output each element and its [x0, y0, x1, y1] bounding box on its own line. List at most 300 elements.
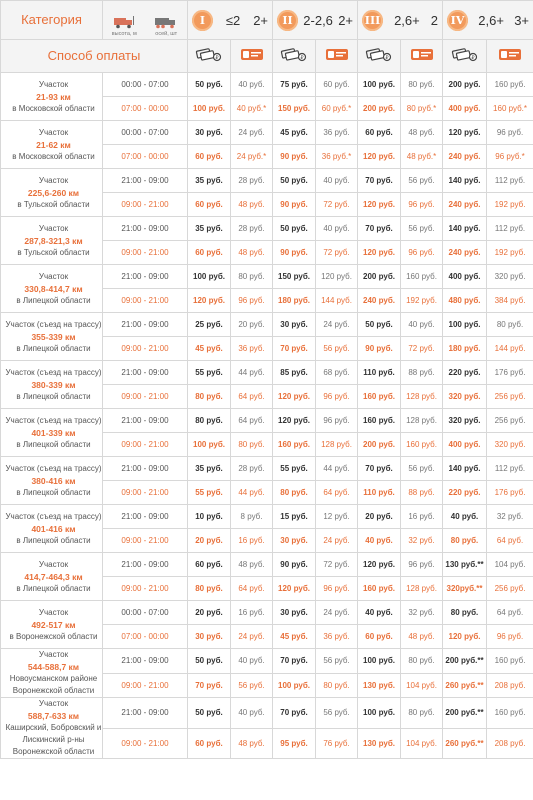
transponder-icon — [239, 46, 265, 67]
svg-text:₽: ₽ — [300, 54, 304, 61]
transponder-price: 32 руб. — [487, 505, 533, 529]
cash-price: 90 руб. — [273, 145, 316, 169]
time-range: 09:00 - 21:00 — [103, 481, 188, 505]
cash-price: 60 руб. — [188, 728, 231, 759]
segment-cell — [1, 457, 103, 505]
cash-price: 55 руб. — [188, 481, 231, 505]
transponder-price: 64 руб. — [231, 409, 273, 433]
cash-price: 100 руб. — [358, 698, 401, 729]
transponder-price: 64 руб. — [487, 601, 533, 625]
segment-label: Участок (съезд на трассу) — [5, 415, 102, 425]
transponder-price: 160 руб. — [401, 433, 443, 457]
segment-region: Новоусманском районе Воронежской области — [9, 674, 98, 695]
segment-label: Участок — [38, 175, 69, 185]
cash-price: 240 руб. — [443, 145, 487, 169]
cash-price: 70 руб. — [273, 698, 316, 729]
segment-cell — [1, 698, 103, 759]
cash-price: 50 руб. — [188, 649, 231, 674]
cash-price: 20 руб. — [188, 601, 231, 625]
transponder-price: 320 руб. — [487, 433, 533, 457]
cash-price: 220 руб. — [443, 361, 487, 385]
cash-price: 120 руб. — [273, 385, 316, 409]
time-range: 09:00 - 21:00 — [103, 577, 188, 601]
cash-price: 180 руб. — [443, 337, 487, 361]
segment-region: в Липецкой области — [16, 343, 91, 353]
segment-km: 401-416 км — [31, 523, 76, 534]
transponder-price: 208 руб. — [487, 728, 533, 759]
transponder-price: 88 руб. — [401, 481, 443, 505]
segment-region: в Липецкой области — [16, 391, 91, 401]
transponder-price: 104 руб. — [401, 728, 443, 759]
cash-price: 70 руб. — [188, 673, 231, 698]
transponder-price: 64 руб. — [316, 481, 358, 505]
cash-price: 80 руб. — [443, 601, 487, 625]
cash-price: 200 руб. — [443, 73, 487, 97]
transponder-price: 96 руб. — [401, 193, 443, 217]
time-range: 07:00 - 00:00 — [103, 97, 188, 121]
cash-price: 100 руб. — [273, 673, 316, 698]
transponder-price: 160 руб. — [401, 265, 443, 289]
time-range: 21:00 - 09:00 — [103, 649, 188, 674]
transponder-price: 96 руб. — [401, 241, 443, 265]
transponder-price: 12 руб. — [316, 505, 358, 529]
tariff-row — [1, 505, 533, 529]
payment-title-cell — [1, 40, 188, 73]
tariff-row — [1, 265, 533, 289]
cash-price: 200 руб.** — [443, 649, 487, 674]
transponder-price: 112 руб. — [487, 169, 533, 193]
segment-km: 544-588,7 км — [27, 662, 80, 672]
segment-cell — [1, 505, 103, 553]
time-range: 09:00 - 21:00 — [103, 193, 188, 217]
cash-price: 120 руб. — [358, 553, 401, 577]
transponder-price: 120 руб. — [316, 265, 358, 289]
segment-label: Участок (съезд на трассу) — [5, 319, 102, 329]
transponder-price: 16 руб. — [401, 505, 443, 529]
transponder-price: 36 руб. — [316, 121, 358, 145]
tariff-row — [1, 649, 533, 674]
cash-price: 40 руб. — [358, 529, 401, 553]
cash-price: 80 руб. — [443, 529, 487, 553]
transponder-price: 160 руб. — [487, 73, 533, 97]
cash-price: 120 руб. — [443, 625, 487, 649]
header-category-row — [1, 1, 533, 40]
tariff-row — [1, 601, 533, 625]
segment-km: 401-339 км — [31, 427, 76, 438]
time-range: 09:00 - 21:00 — [103, 673, 188, 698]
time-range: 21:00 - 09:00 — [103, 169, 188, 193]
cash-price: 160 руб. — [273, 433, 316, 457]
cash-price: 120 руб. — [188, 289, 231, 313]
transponder-price: 36 руб.* — [316, 145, 358, 169]
transponder-price: 208 руб. — [487, 673, 533, 698]
segment-cell — [1, 553, 103, 601]
transponder-price: 44 руб. — [231, 481, 273, 505]
cash-price: 160 руб. — [358, 385, 401, 409]
segment-label: Участок (съезд на трассу) — [5, 463, 102, 473]
time-range: 09:00 - 21:00 — [103, 289, 188, 313]
segment-km: 287,8-321,3 км — [24, 235, 83, 246]
transponder-price: 60 руб. — [316, 73, 358, 97]
svg-text:₽: ₽ — [385, 54, 389, 61]
transponder-price: 60 руб.* — [316, 97, 358, 121]
cash-price: 120 руб. — [443, 121, 487, 145]
transponder-icon — [497, 46, 523, 67]
cash-price: 60 руб. — [188, 241, 231, 265]
transponder-price: 40 руб. — [231, 698, 273, 729]
cash-price: 45 руб. — [273, 625, 316, 649]
transponder-price: 56 руб. — [316, 337, 358, 361]
tariff-row — [1, 169, 533, 193]
time-range: 21:00 - 09:00 — [103, 553, 188, 577]
tariff-row — [1, 217, 533, 241]
transponder-price: 8 руб. — [231, 505, 273, 529]
time-range: 09:00 - 21:00 — [103, 385, 188, 409]
segment-km: 330,8-414,7 км — [24, 283, 83, 294]
cash-price: 100 руб. — [358, 649, 401, 674]
transponder-price: 96 руб. — [316, 385, 358, 409]
transponder-price: 24 руб. — [231, 625, 273, 649]
segment-label: Участок — [38, 699, 69, 708]
transponder-price: 64 руб. — [487, 529, 533, 553]
segment-label: Участок — [38, 607, 69, 617]
category-title-cell — [1, 1, 103, 40]
transponder-price: 56 руб. — [401, 169, 443, 193]
cash-price: 320 руб. — [443, 385, 487, 409]
cash-price: 160 руб. — [358, 409, 401, 433]
cash-price: 260 руб.** — [443, 728, 487, 759]
transponder-price: 64 руб. — [231, 577, 273, 601]
cash-price: 80 руб. — [273, 481, 316, 505]
time-range: 21:00 - 09:00 — [103, 409, 188, 433]
time-range: 21:00 - 09:00 — [103, 313, 188, 337]
transponder-price: 40 руб. — [316, 217, 358, 241]
class-1-header — [188, 1, 273, 40]
class-3-axles: 2 — [430, 12, 439, 28]
transponder-price: 36 руб. — [316, 625, 358, 649]
cash-price: 50 руб. — [273, 169, 316, 193]
cash-price: 45 руб. — [273, 121, 316, 145]
transponder-price: 28 руб. — [231, 169, 273, 193]
transponder-price: 24 руб. — [316, 313, 358, 337]
transponder-price: 80 руб. — [401, 73, 443, 97]
transponder-price: 128 руб. — [316, 433, 358, 457]
cash-price: 130 руб.** — [443, 553, 487, 577]
cash-price: 70 руб. — [273, 337, 316, 361]
transponder-price: 96 руб. — [487, 625, 533, 649]
transponder-price: 256 руб. — [487, 409, 533, 433]
transponder-price: 24 руб. — [231, 121, 273, 145]
cash-coins-icon — [195, 46, 223, 67]
transponder-price: 40 руб. — [316, 169, 358, 193]
cash-price: 90 руб. — [358, 337, 401, 361]
segment-region: в Липецкой области — [16, 583, 91, 593]
time-range: 00:00 - 07:00 — [103, 121, 188, 145]
segment-region: в Липецкой области — [16, 535, 91, 545]
cash-price: 50 руб. — [188, 73, 231, 97]
cash-price: 30 руб. — [273, 529, 316, 553]
payment-title: Способ оплаты — [47, 48, 141, 63]
segment-region: в Московской области — [12, 103, 95, 113]
transponder-price: 56 руб. — [316, 698, 358, 729]
measure-cell — [103, 1, 188, 40]
cash-price: 200 руб.** — [443, 698, 487, 729]
transponder-price: 176 руб. — [487, 361, 533, 385]
transponder-price: 80 руб. — [401, 698, 443, 729]
cash-price: 70 руб. — [273, 649, 316, 674]
tariff-row — [1, 409, 533, 433]
transponder-price: 112 руб. — [487, 457, 533, 481]
time-range: 07:00 - 00:00 — [103, 145, 188, 169]
segment-region: в Воронежской области — [9, 631, 98, 641]
tariff-row — [1, 553, 533, 577]
class-4-axles: 3+ — [514, 12, 530, 28]
segment-label: Участок — [38, 559, 69, 569]
transponder-price: 160 руб. — [487, 698, 533, 729]
transponder-price: 48 руб. — [231, 241, 273, 265]
transponder-price: 48 руб. — [401, 625, 443, 649]
transponder-price: 96 руб. — [401, 553, 443, 577]
cash-price: 55 руб. — [188, 361, 231, 385]
segment-label: Участок — [38, 271, 69, 281]
cash-price: 320 руб. — [443, 409, 487, 433]
cash-coins-icon — [365, 46, 393, 67]
segment-label: Участок (съезд на трассу) — [5, 511, 102, 521]
axles-label: осей, шт — [155, 31, 178, 37]
segment-cell — [1, 601, 103, 649]
transponder-price: 68 руб. — [316, 361, 358, 385]
transponder-price: 40 руб. — [401, 313, 443, 337]
time-range: 09:00 - 21:00 — [103, 241, 188, 265]
transponder-price: 96 руб. — [487, 121, 533, 145]
segment-km: 225,6-260 км — [27, 187, 80, 198]
cash-price: 35 руб. — [188, 457, 231, 481]
cash-price: 140 руб. — [443, 457, 487, 481]
height-measure — [112, 15, 137, 37]
transponder-price: 80 руб. — [231, 265, 273, 289]
segment-region: в Липецкой области — [16, 439, 91, 449]
transponder-price: 20 руб. — [231, 313, 273, 337]
segment-region: в Липецкой области — [16, 295, 91, 305]
tariff-row — [1, 313, 533, 337]
transponder-price: 72 руб. — [316, 193, 358, 217]
segment-km: 414,7-464,3 км — [24, 571, 83, 582]
svg-text:₽: ₽ — [215, 54, 219, 61]
cash-price: 150 руб. — [273, 97, 316, 121]
cash-price: 70 руб. — [358, 217, 401, 241]
pay-transponder-header-3 — [401, 40, 443, 73]
transponder-price: 88 руб. — [401, 361, 443, 385]
transponder-price: 176 руб. — [487, 481, 533, 505]
pay-transponder-header-4 — [487, 40, 533, 73]
cash-price: 20 руб. — [188, 529, 231, 553]
tariff-row — [1, 698, 533, 729]
cash-price: 200 руб. — [358, 97, 401, 121]
cash-price: 35 руб. — [188, 169, 231, 193]
cash-price: 95 руб. — [273, 728, 316, 759]
cash-price: 75 руб. — [273, 73, 316, 97]
cash-price: 100 руб. — [443, 313, 487, 337]
cash-price: 80 руб. — [188, 409, 231, 433]
cash-price: 200 руб. — [358, 433, 401, 457]
transponder-price: 80 руб.* — [401, 97, 443, 121]
transponder-price: 144 руб. — [487, 337, 533, 361]
transponder-price: 80 руб. — [231, 433, 273, 457]
transponder-price: 24 руб. — [316, 601, 358, 625]
segment-label: Участок — [38, 650, 69, 659]
transponder-price: 40 руб. — [231, 73, 273, 97]
transponder-price: 192 руб. — [487, 241, 533, 265]
pay-transponder-header-2 — [316, 40, 358, 73]
transponder-icon — [409, 46, 435, 67]
transponder-price: 16 руб. — [231, 529, 273, 553]
cash-price: 70 руб. — [358, 457, 401, 481]
transponder-price: 72 руб. — [401, 337, 443, 361]
svg-text:₽: ₽ — [470, 54, 475, 61]
transponder-price: 56 руб. — [231, 673, 273, 698]
segment-cell — [1, 649, 103, 698]
height-label: высота, м — [111, 31, 137, 37]
class-4-height: 2,6+ — [478, 12, 504, 28]
transponder-price: 24 руб.* — [231, 145, 273, 169]
cash-price: 30 руб. — [273, 313, 316, 337]
segment-label: Участок — [38, 79, 69, 89]
tariff-row — [1, 457, 533, 481]
time-range: 00:00 - 07:00 — [103, 73, 188, 97]
transponder-price: 128 руб. — [401, 409, 443, 433]
class-2-axles: 2+ — [338, 12, 354, 28]
transponder-price: 80 руб. — [401, 649, 443, 674]
transponder-price: 256 руб. — [487, 577, 533, 601]
transponder-price: 128 руб. — [401, 577, 443, 601]
segment-cell — [1, 73, 103, 121]
class-1-badge: I — [192, 10, 213, 31]
cash-price: 30 руб. — [188, 121, 231, 145]
cash-price: 130 руб. — [358, 728, 401, 759]
time-range: 09:00 - 21:00 — [103, 529, 188, 553]
axles-measure — [154, 15, 178, 37]
cash-price: 130 руб. — [358, 673, 401, 698]
time-range: 21:00 - 09:00 — [103, 698, 188, 729]
transponder-price: 80 руб. — [487, 313, 533, 337]
transponder-price: 48 руб. — [231, 193, 273, 217]
segment-label: Участок — [38, 223, 69, 233]
time-range: 09:00 - 21:00 — [103, 728, 188, 759]
transponder-price: 32 руб. — [401, 529, 443, 553]
cash-price: 400 руб. — [443, 265, 487, 289]
segment-label: Участок — [38, 127, 69, 137]
segment-cell — [1, 361, 103, 409]
pay-transponder-header-1 — [231, 40, 273, 73]
time-range: 21:00 - 09:00 — [103, 361, 188, 385]
segment-km: 355-339 км — [31, 331, 76, 342]
cash-price: 50 руб. — [273, 217, 316, 241]
cash-price: 70 руб. — [358, 169, 401, 193]
time-range: 21:00 - 09:00 — [103, 457, 188, 481]
cash-price: 60 руб. — [188, 193, 231, 217]
axles-truck-icon — [154, 15, 178, 29]
cash-price: 150 руб. — [273, 265, 316, 289]
transponder-price: 192 руб. — [487, 193, 533, 217]
time-range: 09:00 - 21:00 — [103, 337, 188, 361]
transponder-price: 76 руб. — [316, 728, 358, 759]
cash-price: 100 руб. — [188, 433, 231, 457]
transponder-price: 64 руб. — [231, 385, 273, 409]
cash-price: 200 руб. — [358, 265, 401, 289]
segment-km: 21-62 км — [36, 139, 71, 150]
pay-cash-header-1 — [188, 40, 231, 73]
cash-price: 30 руб. — [188, 625, 231, 649]
segment-region: в Тульской области — [17, 199, 90, 209]
cash-price: 110 руб. — [358, 481, 401, 505]
cash-price: 60 руб. — [188, 553, 231, 577]
transponder-price: 44 руб. — [231, 361, 273, 385]
tariff-row — [1, 121, 533, 145]
segment-cell — [1, 169, 103, 217]
time-range: 21:00 - 09:00 — [103, 505, 188, 529]
transponder-price: 56 руб. — [401, 457, 443, 481]
cash-price: 85 руб. — [273, 361, 316, 385]
class-4-badge: IV — [447, 10, 468, 31]
transponder-price: 160 руб.* — [487, 97, 533, 121]
transponder-price: 320 руб. — [487, 265, 533, 289]
transponder-price: 96 руб. — [316, 409, 358, 433]
cash-price: 220 руб. — [443, 481, 487, 505]
cash-price: 240 руб. — [358, 289, 401, 313]
transponder-price: 32 руб. — [401, 601, 443, 625]
cash-price: 120 руб. — [358, 193, 401, 217]
transponder-price: 112 руб. — [487, 217, 533, 241]
segment-region: Каширский, Бобровский и Лискинский р-ны Воронежской области — [5, 723, 102, 756]
transponder-price: 104 руб. — [487, 553, 533, 577]
cash-price: 10 руб. — [188, 505, 231, 529]
transponder-price: 72 руб. — [316, 553, 358, 577]
segment-km: 380-416 км — [31, 475, 76, 486]
transponder-icon — [324, 46, 350, 67]
cash-price: 35 руб. — [188, 217, 231, 241]
category-title: Категория — [21, 12, 82, 27]
transponder-price: 48 руб. — [231, 728, 273, 759]
time-range: 07:00 - 00:00 — [103, 625, 188, 649]
cash-price: 240 руб. — [443, 193, 487, 217]
segment-label: Участок (съезд на трассу) — [5, 367, 102, 377]
cash-price: 120 руб. — [273, 409, 316, 433]
segment-cell — [1, 121, 103, 169]
transponder-price: 40 руб. — [231, 649, 273, 674]
transponder-price: 40 руб.* — [231, 97, 273, 121]
transponder-price: 72 руб. — [316, 241, 358, 265]
cash-price: 80 руб. — [188, 577, 231, 601]
class-3-badge: III — [362, 10, 383, 31]
segment-cell — [1, 265, 103, 313]
class-2-height: 2-2,6 — [303, 12, 333, 28]
cash-price: 120 руб. — [358, 241, 401, 265]
tariff-row — [1, 361, 533, 385]
transponder-price: 96 руб. — [316, 577, 358, 601]
transponder-price: 144 руб. — [316, 289, 358, 313]
class-3-header — [358, 1, 443, 40]
class-4-header — [443, 1, 533, 40]
class-1-axles: 2+ — [253, 12, 269, 28]
cash-price: 260 руб.** — [443, 673, 487, 698]
cash-price: 40 руб. — [443, 505, 487, 529]
segment-cell — [1, 217, 103, 265]
transponder-price: 56 руб. — [401, 217, 443, 241]
cash-price: 100 руб. — [188, 265, 231, 289]
time-range: 21:00 - 09:00 — [103, 217, 188, 241]
transponder-price: 128 руб. — [401, 385, 443, 409]
pay-cash-header-3 — [358, 40, 401, 73]
